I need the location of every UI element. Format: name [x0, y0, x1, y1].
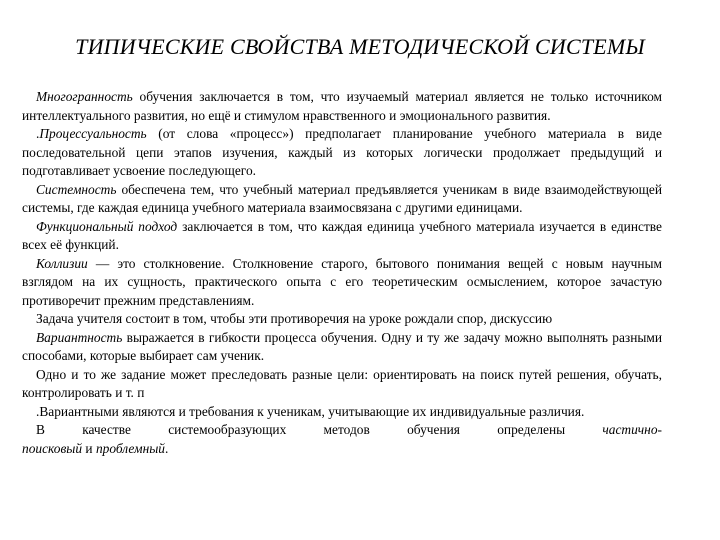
- page-title: ТИПИЧЕСКИЕ СВОЙСТВА МЕТОДИЧЕСКОЙ СИСТЕМЫ: [75, 34, 645, 59]
- term-search: поисковый: [22, 440, 83, 456]
- paragraph-functional-approach: [22, 218, 662, 255]
- term-collisions: Коллизии: [36, 255, 88, 271]
- document-body: [22, 88, 662, 458]
- paragraph-text: — это столкновение. Столкновение старого, бытового понимания вещей с новым научным взглядом на их сущность, практического опыта с его теоретическим осмыслением, которое зачастую противоречит прежним представлениям.: [22, 255, 662, 308]
- paragraph-variability: [22, 329, 662, 366]
- term-functional-approach: Функциональный подход: [36, 218, 178, 234]
- paragraph-text: обеспечена тем, что учебный материал предъявляется ученикам в виде взаимодействующей системы, где каждая единица учебного материала взаимосвязана с другими единицами.: [22, 181, 662, 215]
- term-problem: проблемный: [95, 440, 165, 456]
- paragraph-polyhedrality: [22, 88, 662, 125]
- paragraph-collisions: [22, 255, 662, 311]
- paragraph-lead: .: [36, 126, 40, 141]
- paragraph-text: Одно и то же задание может преследовать разные цели: ориентировать на поиск путей решения, обучать, контролировать и т. п: [22, 366, 662, 400]
- paragraph-text: .Вариантными являются и требования к ученикам, учитывающие их индивидуальные различия.: [36, 403, 585, 419]
- term-polyhedrality: Многогранность: [36, 89, 133, 104]
- paragraph-methods-continued: [22, 440, 662, 459]
- paragraph-text: заключается в том, что каждая единица учебного материала изучается в единстве всех её функций.: [22, 218, 662, 252]
- methods-text: В качестве системообразующих методов обучения определены: [36, 422, 566, 437]
- methods-end: .: [164, 440, 169, 456]
- paragraph-text: (от слова «процесс») предполагает планирование учебного материала в виде последовательной цепи этапов изучения, каждый из которых логически продолжает предыдущий и подготавливает усвоение последующего.: [22, 126, 662, 178]
- paragraph-teacher-task: [22, 310, 662, 329]
- paragraph-text: выражается в гибкости процесса обучения. Одну и ту же задачу можно выполнять разными способами, которые выбирает сам ученик.: [22, 329, 662, 363]
- term-systemicity: Системность: [36, 181, 117, 197]
- methods-conjunction: и: [82, 440, 96, 456]
- paragraph-text: Задача учителя состоит в том, чтобы эти противоречия на уроке рождали спор, дискуссию: [36, 311, 553, 326]
- paragraph-systemicity: [22, 181, 662, 218]
- term-processuality: Процессуальность: [39, 126, 147, 141]
- term-partially: частично-: [602, 422, 662, 437]
- paragraph-processuality: [22, 125, 662, 181]
- paragraph-text: обучения заключается в том, что изучаемый материал является не только источником интеллектуального развития, но ещё и стимулом нравственного и эмоционального развития.: [22, 89, 662, 123]
- term-variability: Вариантность: [36, 329, 123, 345]
- paragraph-same-task: [22, 366, 662, 403]
- paragraph-variant-requirements: [22, 403, 662, 422]
- paragraph-methods: [22, 421, 662, 440]
